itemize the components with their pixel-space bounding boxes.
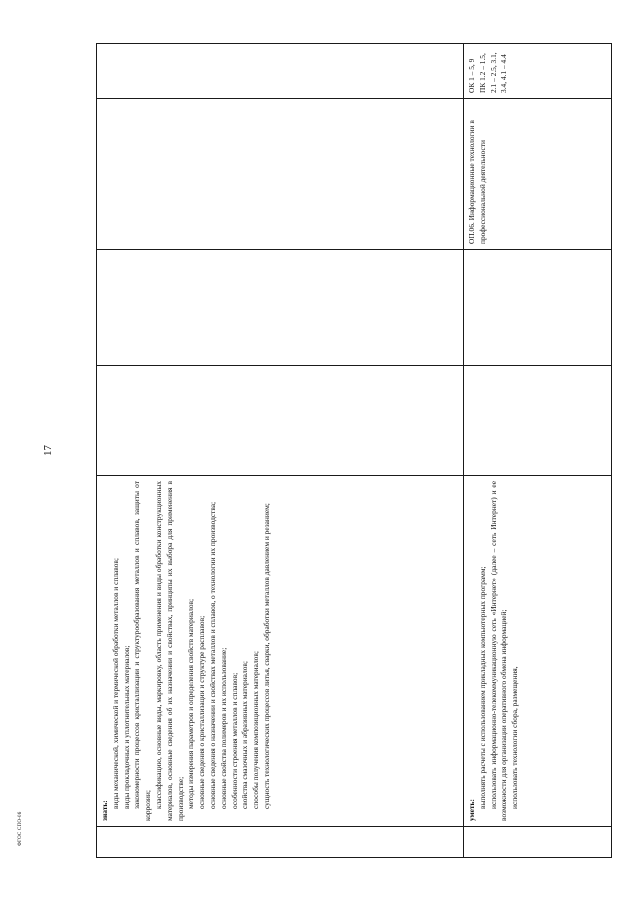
curriculum-table <box>96 43 611 858</box>
list-item: сущность технологических процессов литья, сварки, обработки металлов давлением и резанием; <box>261 503 271 809</box>
list-item: особенности строения металлов и сплавов; <box>229 672 239 809</box>
page-number: 17 <box>42 445 54 456</box>
list-item: использовать технологии сбора, размещения, <box>510 666 520 809</box>
competencies-cell <box>464 44 612 99</box>
list-item: виды прокладочных и уплотнительных материалов; <box>121 645 131 809</box>
discipline-name: ОП.06. Информационные технологии в профессиональной деятельности <box>467 120 487 244</box>
hours-cell-2 <box>97 250 464 366</box>
competency-codes: ОК 1 – 5, 9 ПК 1.2 – 1.5, 2.1 – 2.5, 3.1, 3.4, 4.1 – 4.4 <box>467 52 509 93</box>
hours-cell <box>464 366 612 476</box>
list-item: основные сведения о кристаллизации и структуре расплавов; <box>197 615 207 809</box>
row-heading: знать: <box>100 800 109 821</box>
competencies-cell <box>97 44 464 99</box>
discipline-cell <box>464 99 612 250</box>
list-item: основные сведения о назначении и свойствах металлов и сплавов, о технологии их производства; <box>207 501 217 809</box>
list-item: закономерности процессов кристаллизации и структурообразования металлов и сплавов, защиты от коррозии; <box>132 481 153 821</box>
row-heading: уметь: <box>467 799 476 821</box>
table-row <box>464 44 612 858</box>
index-cell <box>97 827 464 858</box>
list-item: основные свойства полимеров и их использование; <box>218 647 228 809</box>
index-cell <box>464 827 612 858</box>
list-item: методы измерения параметров и определения свойств материалов; <box>186 598 196 809</box>
list-item: выполнять расчеты с использованием прикладных компьютерных программ; <box>477 566 487 809</box>
discipline-cell <box>97 99 464 250</box>
table-row <box>97 44 464 858</box>
list-item: классификацию, основные виды, маркировку, область применения и виды обработки конструкционных материалов, основные сведения об их назначении и свойствах, принципы их выбора для применения в производстве; <box>153 481 185 821</box>
list-item: виды механической, химической и термической обработки металлов и сплавов; <box>110 558 120 809</box>
hours-cell-2 <box>464 250 612 366</box>
rotated-sheet <box>96 43 611 858</box>
footer-code: ФГОС СПО-06 <box>18 811 23 846</box>
skills-cell <box>464 476 612 827</box>
list-item: свойства смазочных и абразивных материалов; <box>240 661 250 809</box>
list-item: использовать информационно-телекоммуникационную сеть «Интернет» (далее – сеть Интернет) и ее возможности для организации оперативного обмена информацией; <box>488 481 509 821</box>
knowledge-cell <box>97 476 464 827</box>
hours-cell <box>97 366 464 476</box>
list-item: способы получения композиционных материалов; <box>251 651 261 809</box>
